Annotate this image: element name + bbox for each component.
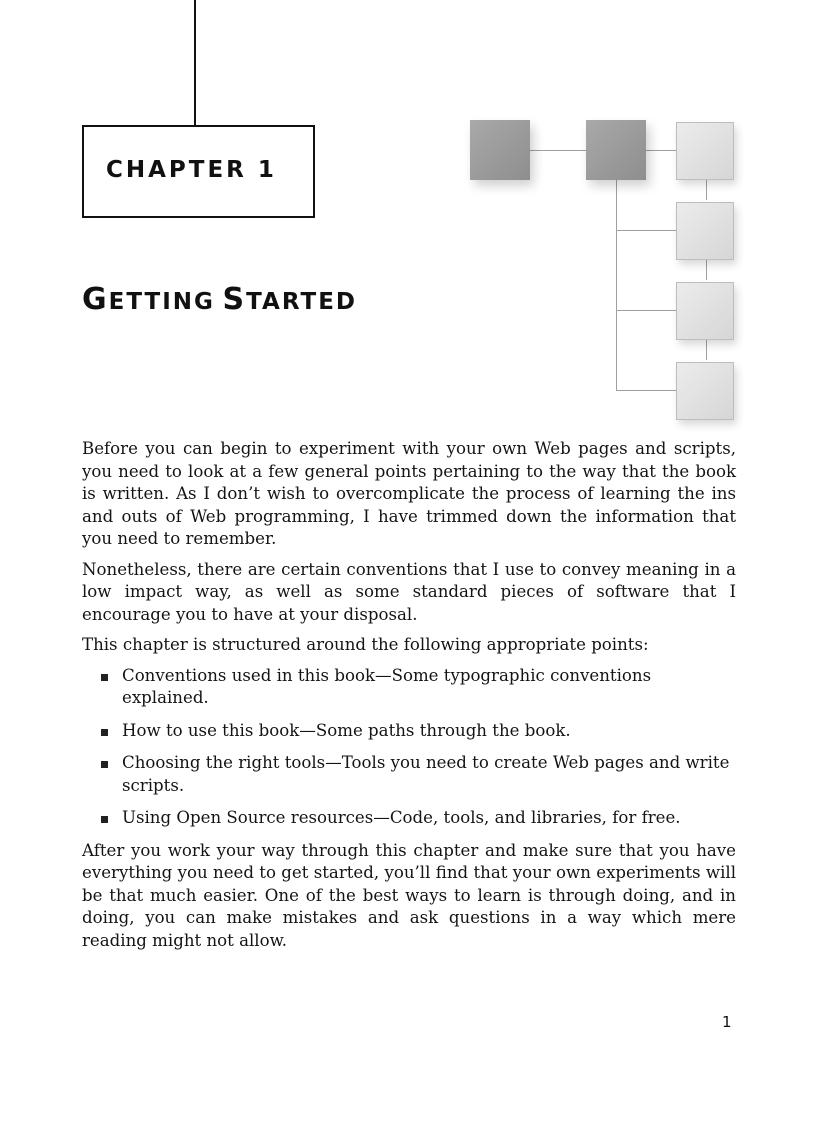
diagram-node xyxy=(470,120,530,180)
intro-paragraph: Before you can begin to experiment with your own Web pages and scripts, you need to look at a few general points pertaining to the way that the book is written. As I don’t wish to overcomplicate the process of learning the ins and outs of Web programming, I have trimmed down the information that you need to remember. xyxy=(82,439,736,548)
list-item: Conventions used in this book—Some typographic conventions explained. xyxy=(82,665,736,710)
diagram-node xyxy=(586,120,646,180)
page-number: 1 xyxy=(722,1013,732,1031)
closing-paragraph: After you work your way through this chapter and make sure that you have everything you need to get started, you’ll find that your own experiments will be that much easier. One of the best ways to learn is through doing, and in doing, you can make mistakes and ask questions in a way which mere reading might not allow. xyxy=(82,840,736,950)
bullet-icon xyxy=(101,729,108,736)
bullet-icon xyxy=(101,816,108,823)
diagram-connector xyxy=(616,180,617,390)
list-item: Using Open Source resources—Code, tools, and libraries, for free. xyxy=(82,807,736,830)
topic-list xyxy=(82,665,736,830)
chapter-title xyxy=(82,282,357,317)
chapter-stem-line xyxy=(194,0,196,126)
diagram-connector xyxy=(616,390,676,391)
diagram-node xyxy=(676,282,734,340)
diagram-connector xyxy=(706,258,707,280)
diagram-node xyxy=(676,202,734,260)
diagram-node xyxy=(676,362,734,420)
diagram-connector xyxy=(528,150,586,151)
chapter-title-word: GETTING xyxy=(82,282,215,317)
structure-paragraph: This chapter is structured around the following appropriate points: xyxy=(82,635,649,654)
chapter-label-box xyxy=(82,125,315,218)
decorative-hierarchy-diagram xyxy=(470,110,740,430)
bullet-icon xyxy=(101,674,108,681)
diagram-connector xyxy=(616,230,676,231)
bullet-icon xyxy=(101,761,108,768)
diagram-node xyxy=(676,122,734,180)
chapter-title-word: STARTED xyxy=(222,282,357,317)
list-item: How to use this book—Some paths through the book. xyxy=(82,720,736,743)
list-item: Choosing the right tools—Tools you need to create Web pages and write scripts. xyxy=(82,752,736,797)
chapter-label: CHAPTER 1 xyxy=(106,157,277,183)
diagram-connector xyxy=(706,338,707,360)
diagram-connector xyxy=(706,180,707,200)
body-text xyxy=(82,438,736,960)
conventions-paragraph: Nonetheless, there are certain conventions that I use to convey meaning in a low impact way, as well as some standard pieces of software that I encourage you to have at your disposal. xyxy=(82,559,736,624)
diagram-connector xyxy=(646,150,676,151)
diagram-connector xyxy=(616,310,676,311)
